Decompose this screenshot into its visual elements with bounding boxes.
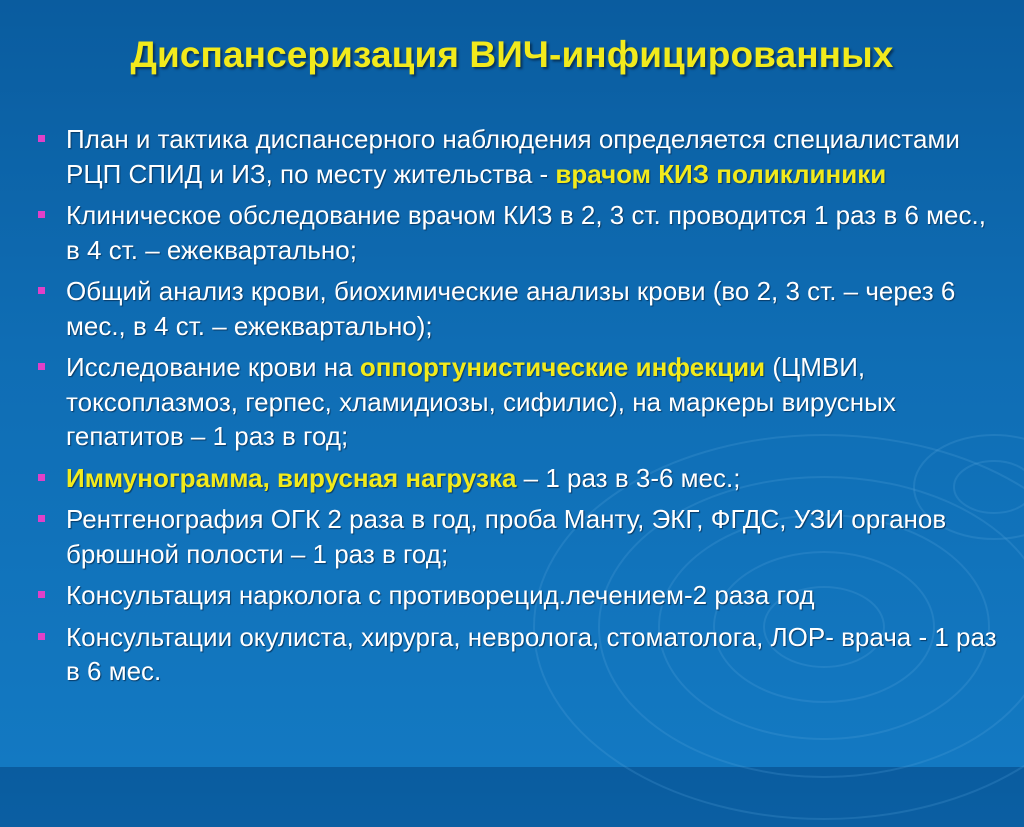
bullet-item-observation-plan (38, 122, 998, 191)
bullet-square-icon (38, 474, 45, 481)
bullet-square-icon (38, 363, 45, 370)
bullet-text: План и тактика диспансерного наблюдения определяется специалистами РЦП СПИД и ИЗ, по месту жительства - (66, 124, 960, 189)
bullet-square-icon (38, 591, 45, 598)
bullet-item-opportunistic-infections (38, 350, 998, 454)
bullet-text: Консультация нарколога с противорецид.лечением-2 раза год (66, 580, 815, 610)
bullet-text: Исследование крови на (66, 352, 360, 382)
bullet-item-narcologist (38, 578, 998, 613)
bullet-square-icon (38, 287, 45, 294)
bullet-text: Консультации окулиста, хирурга, невролога, стоматолога, ЛОР- врача - 1 раз в 6 мес. (66, 621, 997, 686)
bullet-text: Рентгенография ОГК 2 раза в год, проба Манту, ЭКГ, ФГДС, УЗИ органов брюшной полости – 1 раз в год; (66, 504, 947, 569)
bullet-square-icon (38, 135, 45, 142)
bullet-item-clinical-exam (38, 198, 998, 267)
bullet-text: – 1 раз в 3-6 мес.; (516, 462, 741, 493)
bullet-square-icon (38, 633, 45, 640)
bullet-highlight: врачом КИЗ поликлиники (555, 158, 887, 189)
bullet-text: (ЦМВИ, токсоплазмоз, герпес, хламидиозы, сифилис), на маркеры вирусных гепатитов – 1 раз в год; (66, 352, 896, 451)
bullet-square-icon (38, 515, 45, 522)
bullet-highlight: оппортунистические инфекции (359, 352, 766, 382)
bullet-text: Клиническое обследование врачом КИЗ в 2, 3 ст. проводится 1 раз в 6 мес., в 4 ст. – ежеквартально; (66, 200, 986, 265)
bullet-item-consultations (38, 620, 998, 689)
slide-title: Диспансеризация ВИЧ-инфицированных (130, 34, 894, 75)
bullet-item-immunogram (38, 461, 998, 496)
bullet-item-radiography (38, 502, 998, 571)
bullet-square-icon (38, 211, 45, 218)
bullet-item-blood-tests (38, 274, 998, 343)
bullet-highlight: Иммунограмма, вирусная нагрузка (66, 462, 517, 493)
bullet-text: Общий анализ крови, биохимические анализы крови (во 2, 3 ст. – через 6 мес., в 4 ст. – ежеквартально); (66, 276, 956, 341)
bullet-list (38, 122, 998, 696)
